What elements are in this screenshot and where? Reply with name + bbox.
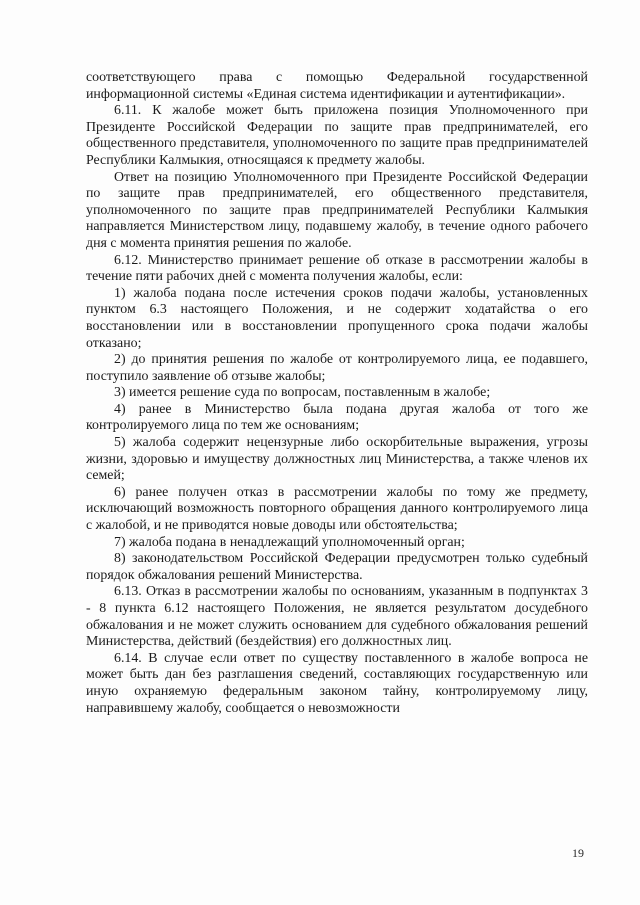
list-item-4: 4) ранее в Министерство была подана другая жалоба от того же контролируемого лица по тем же основаниям; bbox=[86, 401, 588, 434]
paragraph-6-11-response: Ответ на позицию Уполномоченного при Президенте Российской Федерации по защите прав предпринимателей, его общественного представителя, уполномоченного по защите прав предпринимателей Республики Калмыкия направляется Министерством лицу, подавшему жалобу, в течение одного рабочего дня с момента принятия решения по жалобе. bbox=[86, 169, 588, 251]
list-item-7: 7) жалоба подана в ненадлежащий уполномоченный орган; bbox=[114, 534, 465, 550]
list-item-5: 5) жалоба содержит нецензурные либо оскорбительные выражения, угрозы жизни, здоровью и имуществу должностных лиц Министерства, а также членов их семей; bbox=[86, 435, 588, 484]
page-number: 19 bbox=[572, 846, 584, 860]
list-item-1: 1) жалоба подана после истечения сроков подачи жалобы, установленных пунктом 6.3 настоящего Положения, и не содержит ходатайства о его восстановлении или в восстановлении пропущенного срока подачи жалобы отказано; bbox=[86, 285, 588, 351]
paragraph-6-11: 6.11. К жалобе может быть приложена позиция Уполномоченного при Президенте Российской Федерации по защите прав предпринимателей, его общественного представителя, уполномоченного по защите прав предпринимателей Республики Калмыкия, относящаяся к предмету жалобы. bbox=[86, 103, 588, 168]
list-item-2: 2) до принятия решения по жалобе от контролируемого лица, ее подавшего, поступило заявление об отзыве жалобы; bbox=[86, 352, 588, 384]
paragraph-6-12: 6.12. Министерство принимает решение об отказе в рассмотрении жалобы в течение пяти рабочих дней с момента получения жалобы, если: bbox=[86, 252, 588, 285]
list-item-3: 3) имеется решение суда по вопросам, поставленным в жалобе; bbox=[114, 385, 491, 401]
paragraph-continuation: соответствующего права с помощью Федеральной государственной информационной системы «Единая система идентификации и аутентификации». bbox=[86, 70, 588, 102]
document-body bbox=[86, 70, 588, 717]
paragraph-6-13: 6.13. Отказ в рассмотрении жалобы по основаниям, указанным в подпунктах 3 - 8 пункта 6.12 настоящего Положения, не является результатом досудебного обжалования и не может служить основанием для судебного обжалования решений Министерства, действий (бездействия) его должностных лиц. bbox=[86, 584, 588, 650]
list-item-8: 8) законодательством Российской Федерации предусмотрен только судебный порядок обжалования решений Министерства. bbox=[86, 551, 588, 583]
paragraph-6-14: 6.14. В случае если ответ по существу поставленного в жалобе вопроса не может быть дан без разглашения сведений, составляющих государственную или иную охраняемую федеральным законом тайну, контролируемому лицу, направившему жалобу, сообщается о невозможности bbox=[86, 650, 588, 716]
list-item-6: 6) ранее получен отказ в рассмотрении жалобы по тому же предмету, исключающий возможность повторного обращения данного контролируемого лица с жалобой, и не приводятся новые доводы или обстоятельства; bbox=[86, 484, 588, 534]
